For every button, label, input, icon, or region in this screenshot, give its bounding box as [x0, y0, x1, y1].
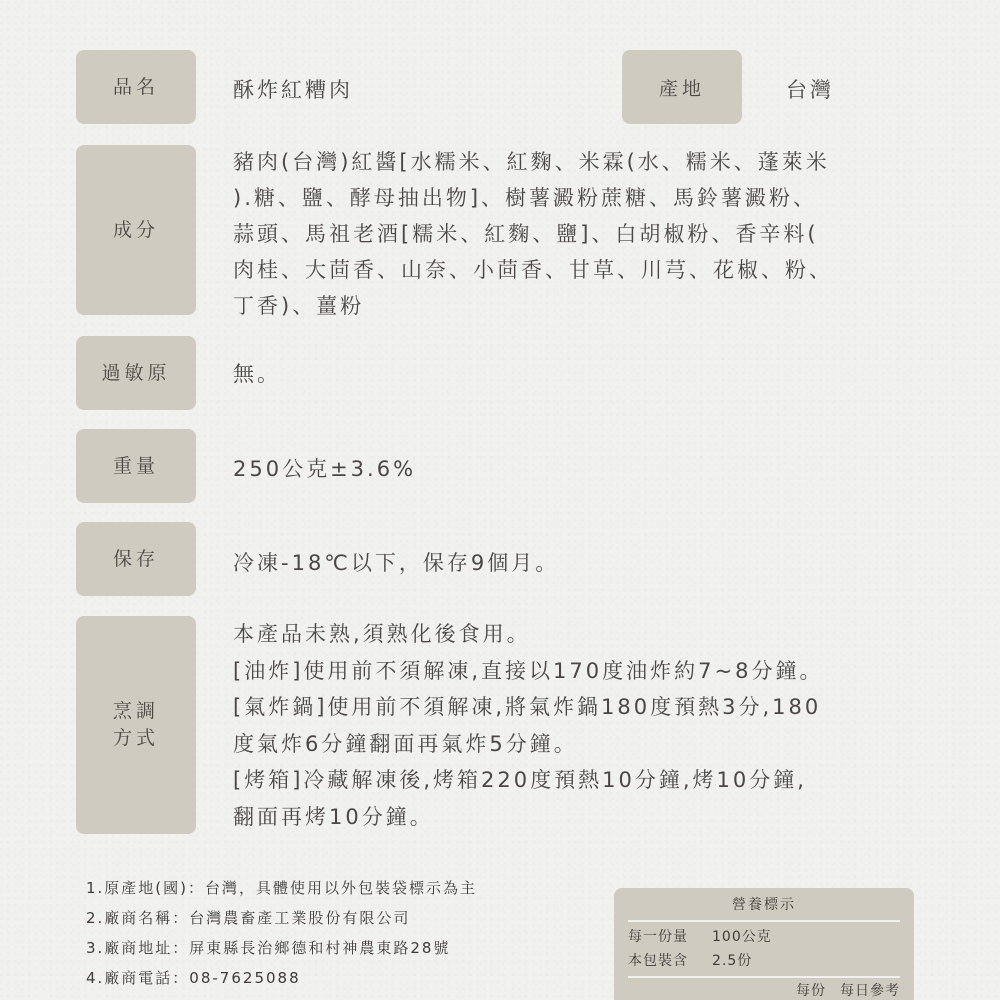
servings-row [628, 950, 900, 970]
nutrition-column-headers [782, 980, 900, 1000]
cooking-line: [油炸]使用前不須解凍,直接以170度油炸約7~8分鐘。 [233, 658, 824, 683]
serving-size-value: 100公克 [712, 929, 772, 945]
cooking-label-line2: 方式 [112, 727, 159, 749]
serving-size-label: 每一份量 [628, 929, 688, 945]
cooking-line: [烤箱]冷藏解凍後,烤箱220度預熱10分鐘,烤10分鐘, [233, 768, 807, 792]
col-per-serving: 每份 [796, 983, 826, 999]
ingredients-text [233, 144, 923, 324]
cooking-line: [氣炸鍋]使用前不須解凍,將氣炸鍋180度預熱3分,180 [233, 695, 822, 719]
col-daily-ref: 每日參考 [840, 983, 900, 999]
note-item: 4.廠商電話：08-7625088 [86, 969, 301, 987]
cooking-line: 翻面再烤10分鐘。 [233, 804, 434, 829]
ingredients-line: 肉桂、大茴香、山奈、小茴香、甘草、川芎、花椒、粉、 [233, 258, 833, 282]
origin-value: 台灣 [786, 78, 834, 102]
note-item: 1.原產地(國)：台灣，具體使用以外包裝袋標示為主 [86, 879, 478, 897]
nutrition-title: 營養標示 [628, 894, 900, 922]
cooking-line: 本產品未熟,須熟化後食用。 [233, 622, 531, 646]
storage-value: 冷凍-18℃以下，保存9個月。 [233, 551, 560, 575]
servings-label: 本包裝含 [628, 953, 688, 969]
cooking-label-line1: 烹調 [112, 700, 159, 723]
nutrition-facts-panel [614, 888, 914, 1000]
servings-value: 2.5份 [712, 953, 753, 969]
allergen-label: 過敏原 [76, 336, 196, 410]
manufacturer-notes [86, 873, 477, 993]
serving-size-row [628, 926, 900, 946]
cooking-line: 度氣炸6分鐘翻面再氣炸5分鐘。 [233, 731, 578, 756]
ingredients-line: 丁香)、薑粉 [233, 294, 365, 318]
note-item: 2.廠商名稱：台灣農畜產工業股份有限公司 [86, 909, 411, 927]
cooking-text [233, 616, 923, 835]
note-item: 3.廠商地址：屏東縣長治鄉德和村神農東路28號 [86, 939, 451, 957]
weight-value: 250公克±3.6% [233, 457, 417, 481]
origin-label: 產地 [622, 50, 742, 124]
ingredients-label: 成分 [76, 145, 196, 315]
product-name-value: 酥炸紅糟肉 [233, 78, 353, 102]
ingredients-line: 豬肉(台灣)紅醬[水糯米、紅麴、米霖(水、糯米、蓬萊米 [233, 150, 830, 174]
ingredients-line: 蒜頭、馬祖老酒[糯米、紅麴、鹽]、白胡椒粉、香辛料( [233, 222, 819, 246]
nutrition-divider [628, 976, 900, 978]
allergen-value: 無。 [233, 362, 281, 386]
cooking-label [76, 616, 196, 834]
weight-label: 重量 [76, 429, 196, 503]
product-name-label: 品名 [76, 50, 196, 124]
ingredients-line: ).糖、鹽、酵母抽出物]、樹薯澱粉蔗糖、馬鈴薯澱粉、 [233, 186, 818, 210]
storage-label: 保存 [76, 522, 196, 596]
